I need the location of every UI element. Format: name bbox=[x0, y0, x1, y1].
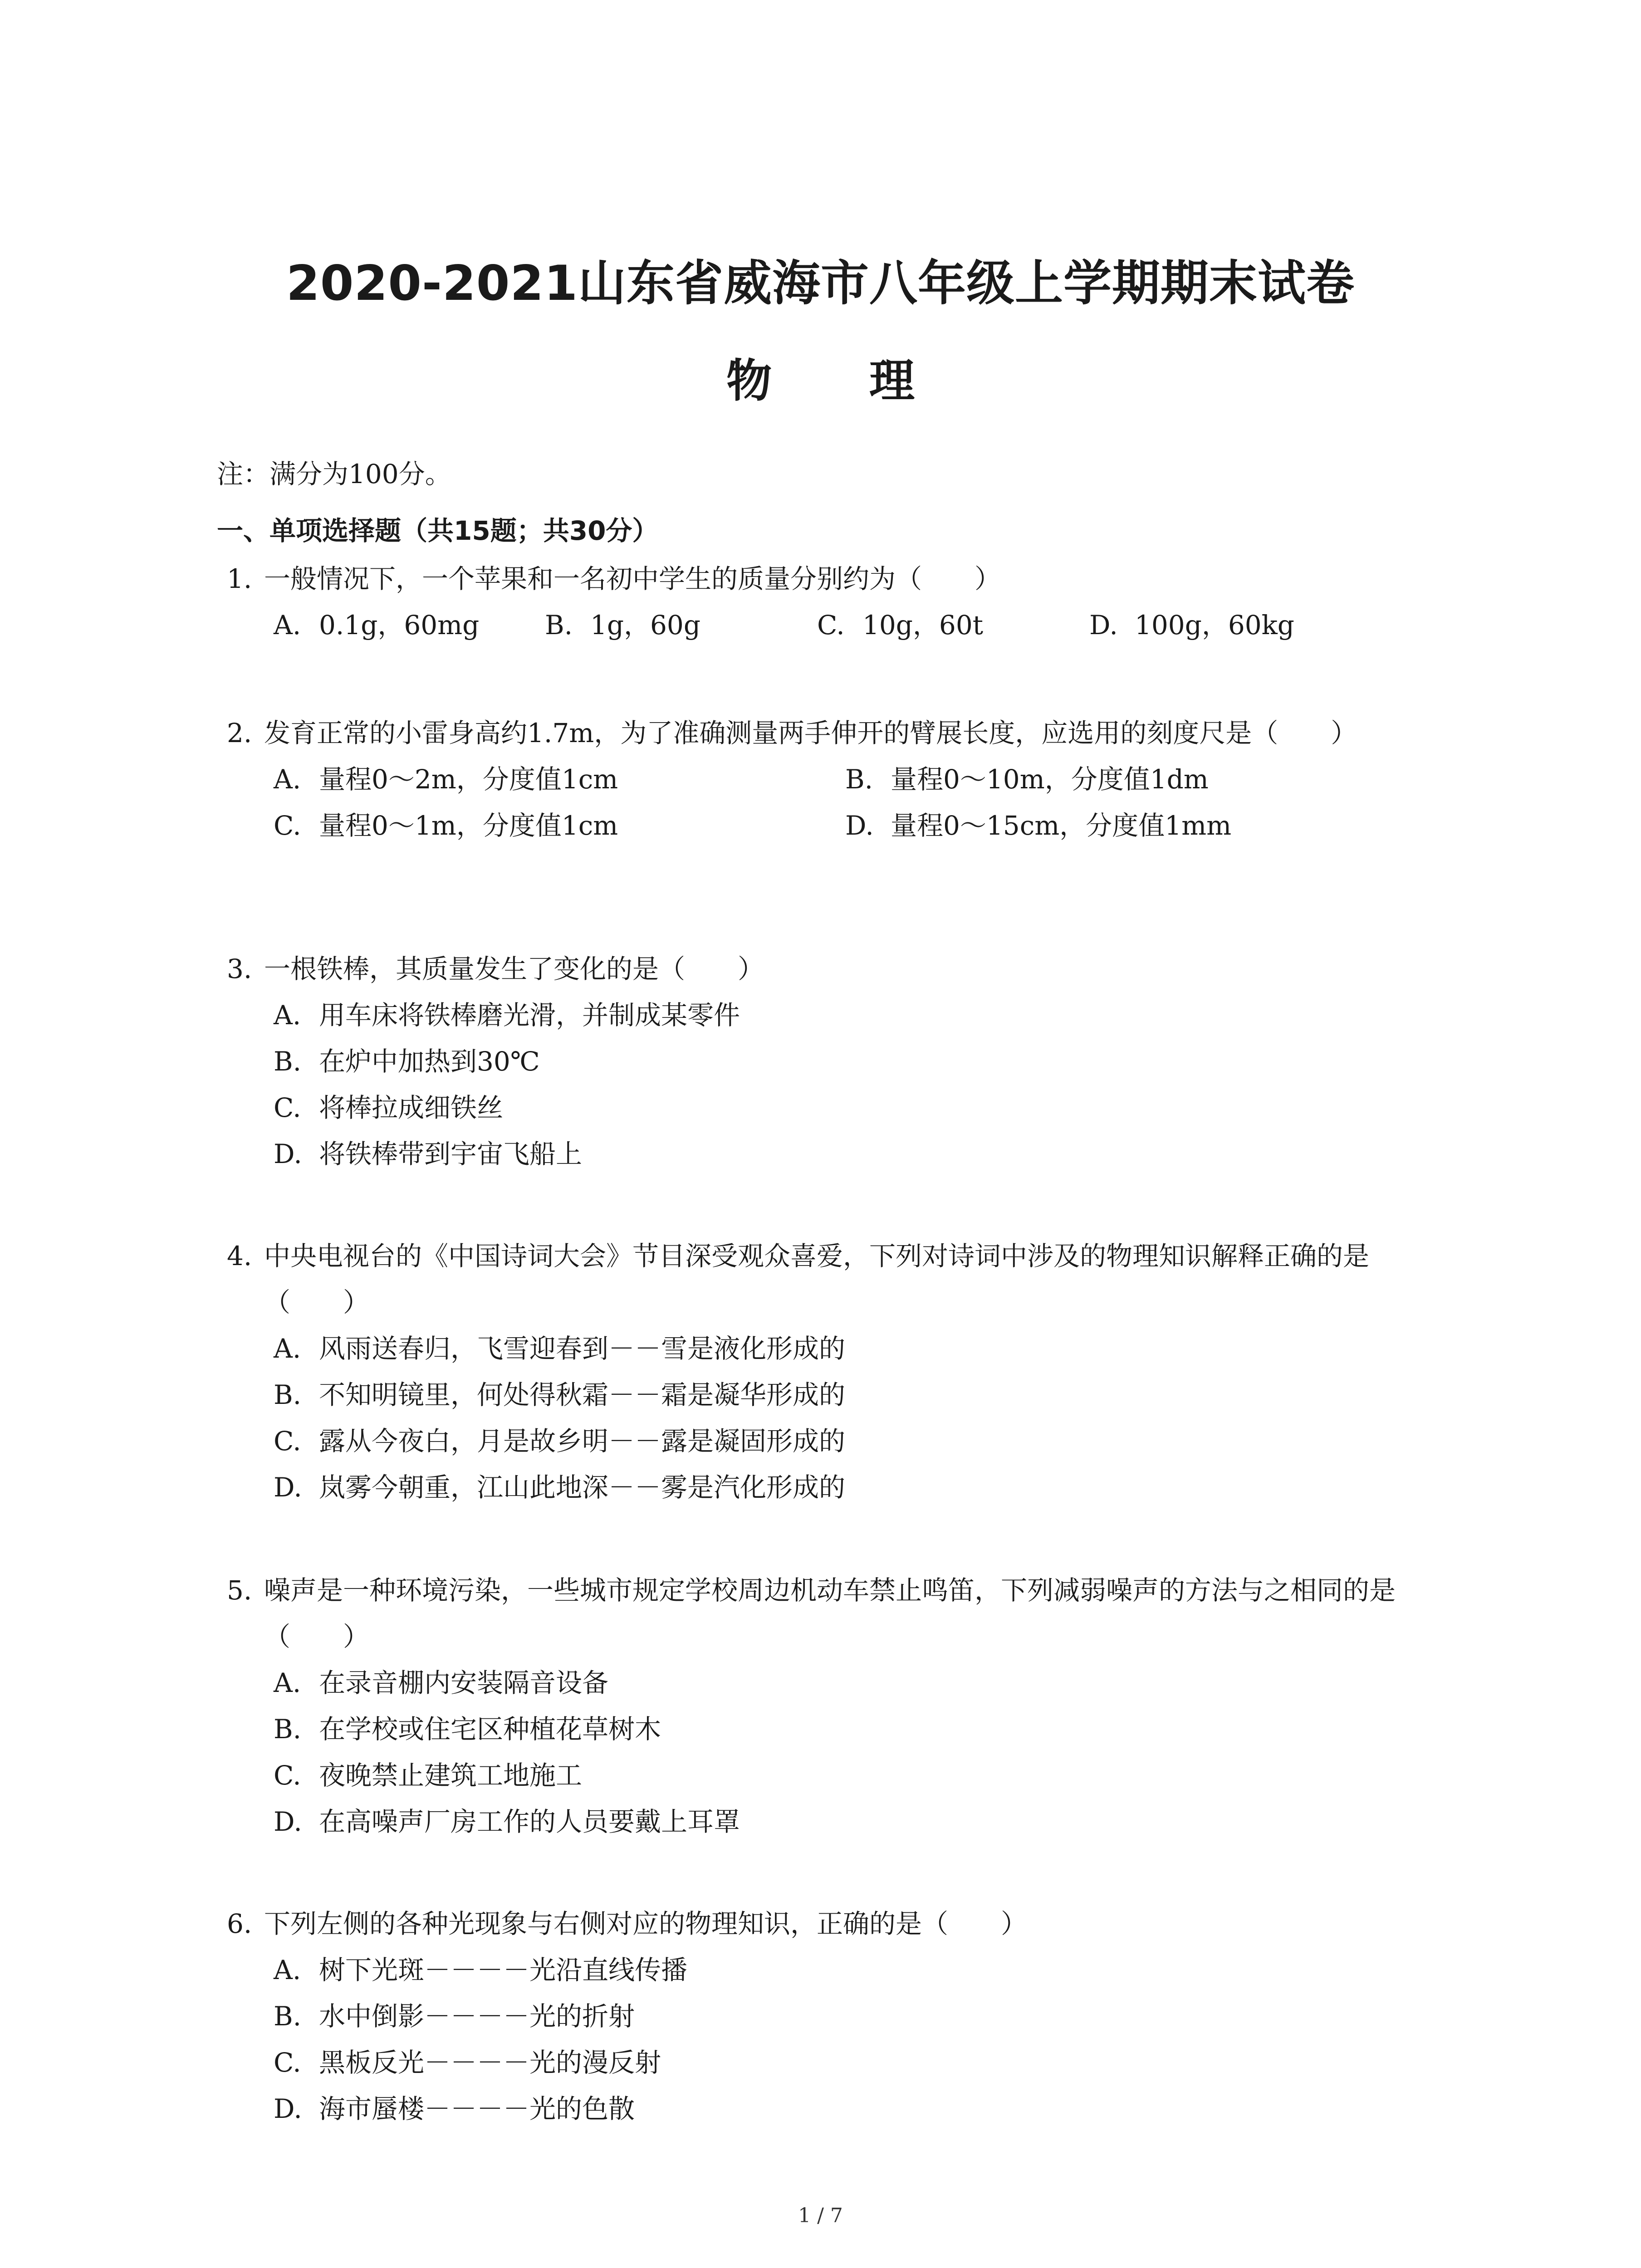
option-c bbox=[274, 1418, 1443, 1464]
option-text: 将棒拉成细铁丝 bbox=[319, 1092, 504, 1123]
options-list bbox=[227, 992, 1443, 1177]
option-b bbox=[274, 1993, 1443, 2039]
option-text: 在录音棚内安装隔音设备 bbox=[319, 1667, 609, 1698]
options-row bbox=[274, 756, 1443, 802]
option-text: 0.1g，60mg bbox=[319, 610, 480, 640]
options-list bbox=[227, 1660, 1443, 1845]
question-stem bbox=[227, 946, 1443, 992]
option-text: 100g，60kg bbox=[1135, 610, 1294, 640]
option-letter: A. bbox=[274, 1667, 301, 1698]
option-letter: A. bbox=[274, 1955, 301, 1985]
option-c bbox=[274, 1752, 1443, 1799]
options-row bbox=[274, 802, 1443, 849]
question-number: 3. bbox=[227, 953, 252, 984]
option-letter: B. bbox=[545, 610, 573, 640]
options-list bbox=[227, 602, 1443, 648]
options-list bbox=[227, 1947, 1443, 2132]
question-stem bbox=[227, 1901, 1443, 1947]
question-text: 噪声是一种环境污染，一些城市规定学校周边机动车禁止鸣笛，下列减弱噪声的方法与之相同的是（ ） bbox=[264, 1575, 1396, 1652]
question-number: 5. bbox=[227, 1575, 252, 1606]
option-letter: D. bbox=[845, 810, 874, 841]
option-c bbox=[274, 2039, 1443, 2086]
option-b bbox=[845, 756, 1417, 802]
option-text: 夜晚禁止建筑工地施工 bbox=[319, 1760, 583, 1791]
option-d bbox=[274, 1131, 1443, 1177]
question-5 bbox=[227, 1567, 1443, 1845]
question-4 bbox=[227, 1233, 1443, 1510]
option-text: 在炉中加热到30℃ bbox=[319, 1046, 540, 1077]
option-letter: A. bbox=[274, 610, 301, 640]
option-a bbox=[274, 1947, 1443, 1993]
option-d bbox=[845, 802, 1417, 849]
question-text: 发育正常的小雷身高约1.7m，为了准确测量两手伸开的臂展长度，应选用的刻度尺是（ ） bbox=[264, 718, 1357, 748]
question-6 bbox=[227, 1901, 1443, 2132]
option-text: 风雨送春归，飞雪迎春到－－雪是液化形成的 bbox=[319, 1333, 846, 1364]
option-d bbox=[274, 1799, 1443, 1845]
option-c bbox=[274, 802, 845, 849]
option-d bbox=[274, 2086, 1443, 2132]
option-letter: B. bbox=[274, 2001, 302, 2032]
option-text: 量程0～10m，分度值1dm bbox=[891, 764, 1209, 795]
score-note: 注：满分为100分。 bbox=[217, 459, 451, 489]
option-a bbox=[274, 756, 845, 802]
page-number: 1 / 7 bbox=[798, 2204, 843, 2227]
question-number: 2. bbox=[227, 718, 252, 748]
option-text: 量程0～15cm，分度值1mm bbox=[891, 810, 1232, 841]
section-heading: 一、单项选择题（共15题；共30分） bbox=[217, 515, 659, 546]
option-b bbox=[545, 602, 817, 648]
option-letter: A. bbox=[274, 1333, 301, 1364]
option-letter: C. bbox=[274, 1092, 301, 1123]
question-number: 6. bbox=[227, 1908, 252, 1939]
option-text: 不知明镜里，何处得秋霜－－霜是凝华形成的 bbox=[319, 1379, 846, 1410]
question-stem bbox=[227, 1567, 1443, 1660]
option-text: 用车床将铁棒磨光滑，并制成某零件 bbox=[319, 1000, 740, 1031]
option-letter: D. bbox=[274, 1472, 302, 1503]
option-letter: B. bbox=[274, 1046, 302, 1077]
option-text: 量程0～1m，分度值1cm bbox=[319, 810, 618, 841]
question-stem bbox=[227, 1233, 1443, 1325]
option-letter: D. bbox=[1089, 610, 1118, 640]
question-number: 1. bbox=[227, 563, 252, 594]
question-3 bbox=[227, 946, 1443, 1177]
question-stem bbox=[227, 710, 1443, 756]
option-letter: A. bbox=[274, 764, 301, 795]
question-text: 下列左侧的各种光现象与右侧对应的物理知识，正确的是（ ） bbox=[264, 1908, 1028, 1939]
option-text: 将铁棒带到宇宙飞船上 bbox=[319, 1139, 583, 1169]
option-text: 在学校或住宅区种植花草树木 bbox=[319, 1714, 661, 1745]
question-text: 一般情况下，一个苹果和一名初中学生的质量分别约为（ ） bbox=[264, 563, 1001, 594]
option-letter: A. bbox=[274, 1000, 301, 1031]
option-text: 露从今夜白，月是故乡明－－露是凝固形成的 bbox=[319, 1426, 846, 1457]
option-d bbox=[274, 1464, 1443, 1510]
option-a bbox=[274, 602, 545, 648]
question-number: 4. bbox=[227, 1241, 252, 1271]
option-b bbox=[274, 1706, 1443, 1752]
option-a bbox=[274, 1325, 1443, 1372]
option-letter: C. bbox=[274, 2047, 301, 2078]
option-letter: B. bbox=[845, 764, 873, 795]
option-d bbox=[1089, 602, 1362, 648]
option-b bbox=[274, 1372, 1443, 1418]
option-a bbox=[274, 1660, 1443, 1706]
option-text: 在高噪声厂房工作的人员要戴上耳罩 bbox=[319, 1806, 740, 1837]
option-text: 10g，60t bbox=[862, 610, 984, 640]
option-text: 1g，60g bbox=[590, 610, 700, 640]
options-list bbox=[227, 1325, 1443, 1510]
question-text: 一根铁棒，其质量发生了变化的是（ ） bbox=[264, 953, 764, 984]
option-letter: C. bbox=[274, 1760, 301, 1791]
option-letter: B. bbox=[274, 1714, 302, 1745]
question-2 bbox=[227, 710, 1443, 849]
option-text: 树下光斑－－－－光沿直线传播 bbox=[319, 1955, 688, 1985]
subject-title: 物 理 bbox=[726, 354, 955, 407]
option-text: 黑板反光－－－－光的漫反射 bbox=[319, 2047, 661, 2078]
question-stem bbox=[227, 556, 1443, 602]
question-text: 中央电视台的《中国诗词大会》节目深受观众喜爱，下列对诗词中涉及的物理知识解释正确的是（ ） bbox=[264, 1241, 1370, 1318]
option-letter: D. bbox=[274, 1806, 302, 1837]
options-row bbox=[274, 602, 1443, 648]
option-text: 水中倒影－－－－光的折射 bbox=[319, 2001, 635, 2032]
option-c bbox=[274, 1085, 1443, 1131]
option-c bbox=[817, 602, 1089, 648]
option-letter: D. bbox=[274, 1139, 302, 1169]
option-text: 海市蜃楼－－－－光的色散 bbox=[319, 2093, 635, 2124]
option-letter: C. bbox=[274, 810, 301, 841]
question-1 bbox=[227, 556, 1443, 648]
option-a bbox=[274, 992, 1443, 1038]
option-b bbox=[274, 1038, 1443, 1085]
option-letter: B. bbox=[274, 1379, 302, 1410]
options-list bbox=[227, 756, 1443, 849]
option-letter: D. bbox=[274, 2093, 302, 2124]
option-text: 岚雾今朝重，江山此地深－－雾是汽化形成的 bbox=[319, 1472, 846, 1503]
option-letter: C. bbox=[817, 610, 845, 640]
option-text: 量程0～2m，分度值1cm bbox=[319, 764, 618, 795]
exam-title: 2020-2021山东省威海市八年级上学期期末试卷 bbox=[286, 255, 1355, 311]
option-letter: C. bbox=[274, 1426, 301, 1457]
